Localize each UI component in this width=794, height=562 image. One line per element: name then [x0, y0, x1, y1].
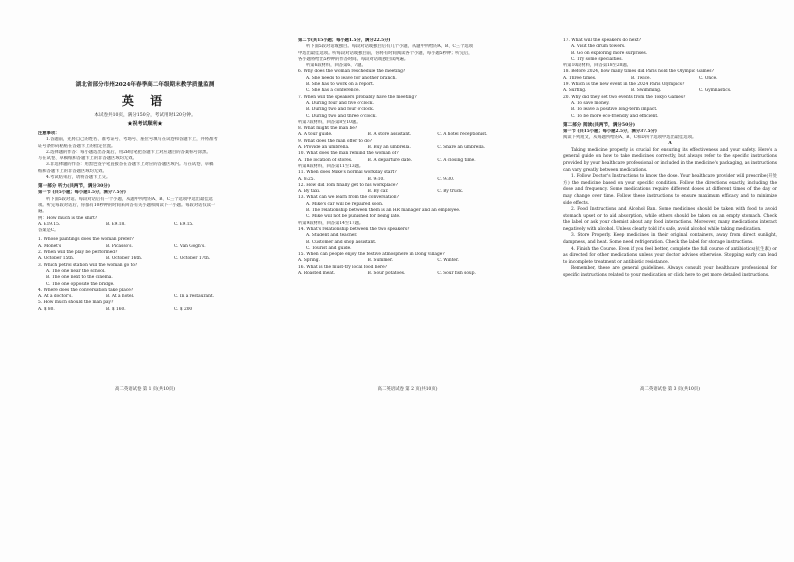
good-luck-banner: ★祝考试顺利★: [127, 121, 163, 127]
option-b: B. 9:10.: [367, 176, 385, 182]
passage-letter: A: [668, 141, 672, 147]
question-stem: 10. What does the man remind the woman of?: [298, 151, 399, 157]
passage-paragraph: Taking medicine properly is crucial for ensuring its effectiveness and your safety. Here's a general guide on how to take medicines correctly, but always refer to the specific instructions provided by your healthcare professional or included in the medicine's packaging, as instructions can vary greatly between medications.: [563, 147, 777, 173]
option-b: B. Summer.: [367, 258, 393, 264]
option-c: C. Sour fish soup.: [437, 270, 476, 276]
questions-6-16: [298, 69, 517, 277]
question-stem: 17. What will the speakers do next?: [563, 38, 641, 43]
question-option: B. The one next to the cinema.: [46, 275, 113, 281]
part2-heading: 第二部分 阅读(共两节，满分50分): [563, 122, 636, 128]
section2-heading: 第二节(共15小题；每小题1.5分，满分22.5分): [298, 38, 391, 43]
question-option: C. During two and three o'clock.: [306, 113, 377, 119]
question-stem: 1. Whose paintings does the woman prefer?: [38, 237, 134, 243]
page-footer-2: 高二英语试卷 第 2 页(共10页): [377, 386, 438, 392]
example-option-a: A. £19.15.: [38, 221, 61, 227]
option-c: C. Winter.: [437, 258, 459, 264]
passage-paragraph: 2. Food Instructions and Alcohol Ban. Some medicines should be taken with food to avoid stomach upset or to aid absorption, while others should be taken on an empty stomach. Check the label or ask your chemist about any food interactions. Moreover, many medications interact negatively with alcohol. Unless clearly told it's safe, avoid alcohol while taking medication.: [563, 207, 777, 232]
question-options: [38, 256, 252, 262]
question-options: [298, 132, 517, 138]
question-stem: 20. Why did they set two events from the Tokyo Games?: [563, 94, 686, 100]
option-b: B. By car.: [367, 189, 389, 195]
example-options: [38, 222, 252, 228]
question-option: A. During four and five o'clock.: [306, 100, 374, 106]
note-line: 4.考试结束后，请将答题卡上交。: [46, 175, 111, 181]
listening-instruction: 听第9段材料，回答第14至17题。: [298, 220, 364, 226]
listening-instruction: 听第8段材料，回答第11至13题。: [298, 163, 364, 169]
question-option: B. To leave a positive long-term impact.: [571, 107, 658, 113]
section1-heading: 第一节 (共5小题；每小题1.5分，满分7.5分): [38, 190, 126, 196]
question-stem: 18. Before 2024, how many times did Paris hold the Olympic Games?: [563, 69, 714, 75]
note-line: 1.答题前，先将自己的姓名、准考证号、考场号、座位号填写在试卷和答题卡上，并将准考: [46, 137, 218, 143]
question-option: B. Go on exploring more surprises.: [571, 50, 648, 56]
question-stem: 9. What does the man offer to do?: [298, 138, 372, 144]
option-b: B. $ 160.: [106, 306, 126, 312]
notes-list: [38, 137, 252, 181]
question-option: C. To be more eco-friendly and efficient.: [571, 113, 659, 119]
question-option: C. She has a conference.: [306, 88, 360, 94]
page-footer-3: 高二英语试卷 第 3 页(共10页): [640, 386, 700, 392]
option-c: C. A closing time.: [437, 157, 476, 163]
question-stem: 6. Why does the woman reschedule the meeting?: [298, 69, 406, 75]
option-a: A. October 15th.: [38, 256, 75, 262]
passage-paragraph: 1. Follow Doctor's Instructions to know the dose. Your healthcare provider will prescribe(开处方) the medicine based on your specific condition. Follow the directions exactly, including the dose and frequency. Some medications require different doses at different times of the day or may change over time. Follow these instructions to ensure maximum efficacy and to minimize side effects.: [563, 174, 777, 206]
question-option: C. The one opposite the bridge.: [46, 281, 115, 287]
example-option-c: C. £9.15.: [174, 221, 194, 227]
option-a: A. By taxi.: [298, 189, 321, 195]
option-c: C. In a restaurant.: [174, 294, 214, 300]
question-option: A. To save money.: [571, 100, 610, 106]
option-a: A. Monet's: [38, 243, 62, 249]
option-c: C. October 17th.: [174, 256, 211, 262]
option-a: A. Three times.: [563, 75, 597, 81]
question-stem: 15. When can people enjoy the festive atmosphere in Dong village?: [298, 252, 445, 258]
option-c: C. By truck.: [437, 189, 464, 195]
question-options: [298, 158, 517, 164]
option-b: B. Twice.: [631, 75, 651, 81]
question-option: B. During two and four o'clock.: [306, 107, 375, 113]
question-stem: 2. When will the play be performed?: [38, 250, 118, 256]
example-option-b: B. £9.18.: [106, 221, 126, 227]
passage-paragraph: 4. Finish the Course. Even if you feel better, complete the full course of antibiotics(抗生素) or as directed for other medications unless your doctor advises otherwise. Stopping early can lead to incomplete treatment or antibiotic resistance.: [563, 246, 777, 265]
question-option: A. Mike's car will be repaired soon.: [306, 201, 384, 207]
option-a: A. Roasted meat.: [298, 270, 336, 276]
question-options: [563, 88, 777, 94]
example-question: 例：How much is the shirt?: [38, 215, 98, 221]
question-stem: 14. What's relationship between the two speakers?: [298, 226, 410, 232]
option-a: A. At a doctor's.: [38, 294, 73, 300]
page-1: [30, 0, 260, 562]
option-a: A. 8:25.: [298, 176, 315, 182]
note-line: 2.选择题的作答：每小题选出答案后，用2B铅笔把答题卡上对应题目的答案标号涂黑。: [46, 149, 211, 155]
note-line: 3.非选择题的作答：用黑色签字笔直接答在答题卡上对应的答题区域内。写在试卷、草稿: [46, 162, 214, 168]
question-option: C. Mike will not be punished for being late.: [306, 214, 401, 220]
option-a: A. $ 80.: [38, 306, 55, 312]
page-footer-1: 高二英语试卷 第 1 页(共10页): [115, 386, 175, 392]
question-option: A. She needs to leave for another branch.: [306, 75, 397, 81]
page-2: [290, 0, 525, 562]
option-a: A. The location of stores.: [298, 157, 353, 163]
instruction-line: 听下面5段对话。每段对话后有一个小题，从题中所给的A、B、C三个选项中选出最佳选: [46, 196, 213, 202]
question-option: B. The relationship between them is an HR manager and an employee.: [306, 208, 461, 214]
option-b: B. A departure date.: [367, 157, 413, 163]
option-c: C. A hotel receptionist.: [437, 132, 488, 138]
question-stem: 5. How much should the man pay?: [38, 300, 114, 306]
section1-description: [38, 197, 252, 216]
option-b: B. Buy an umbrella.: [367, 145, 411, 151]
option-c: C. 9:30.: [437, 176, 455, 182]
option-a: A. A tour guide.: [298, 132, 333, 138]
question-option: B. She has to work on a report.: [306, 82, 375, 88]
option-c: C. Once.: [699, 75, 718, 81]
question-stem: 12. How did Tom finally get to his workplace?: [298, 182, 398, 188]
instruction-line: 项。听完每段对话后，你都有10秒钟的时间来回答有关小题和阅读下一小题。每段对话仅读一: [38, 202, 216, 208]
instruction-line: 听下面5段对话或独白。每段对话或独白后有几个小题，从题中所给的A、B、C三个选项: [306, 44, 473, 50]
school-title: 湖北省部分市州2024年春季高二年级期末教学质量监测: [75, 82, 215, 88]
questions-17-20: [563, 38, 777, 120]
question-options: [38, 307, 252, 313]
reading-section1-heading: 第一节 (共15小题；每小题2.5分，满分37.5分): [563, 128, 657, 134]
option-a: A. Provide an umbrella.: [298, 145, 350, 151]
question-stem: 7. When will the speakers probably have the meeting?: [298, 94, 417, 100]
question-options: [298, 258, 517, 264]
instruction-line: 听第6段材料，回答第6、7题。: [306, 63, 366, 69]
reading-section1-description: 阅读下列短文，从每题所给的A、B、C和D四个选项中选出最佳选项。: [563, 135, 697, 141]
question-option: A. Visit the drum towers.: [571, 44, 626, 50]
question-stem: 11. When does Mike's normal workday start?: [298, 170, 397, 176]
subject-title: 英 语: [121, 94, 169, 108]
question-option: A. Student and teacher.: [306, 233, 358, 239]
section2-description: [298, 44, 517, 69]
instruction-line: 各小题将给出5秒钟的作答时间。每段对话或独白读两遍。: [298, 56, 409, 62]
option-b: B. At a hotel.: [106, 294, 135, 300]
listening-instruction: 听第7段材料，回答第8至10题。: [298, 119, 361, 125]
question-stem: 16. What is the must-try local food here?: [298, 264, 387, 270]
exam-info: 本试卷共10页，满分150分，考试用时120分钟。: [94, 113, 196, 118]
note-line: 证号条形码粘贴在答题卡上的指定位置。: [38, 143, 116, 149]
question-option: C. Try some specialties.: [571, 56, 623, 62]
question-stem: 4. Where does the conversation take place?: [38, 287, 134, 293]
questions-1-5: [38, 237, 252, 313]
passage-a: [563, 148, 777, 280]
option-b: B. A store assistant.: [367, 132, 412, 138]
option-b: B. Sour potatoes.: [367, 270, 406, 276]
note-line: 纸和答题卡上的非答题区域均无效。: [38, 168, 107, 174]
question-stem: 19. Which is the new event in the 2024 Paris Olympics?: [563, 82, 685, 88]
question-options: [298, 271, 517, 277]
option-b: B. Picasso's.: [106, 243, 133, 249]
question-stem: 3. Which petrol station will the woman go to?: [38, 262, 138, 268]
option-b: B. Swimming.: [631, 88, 662, 94]
page-3: [555, 0, 785, 562]
option-a: A. Surfing.: [563, 88, 587, 94]
passage-paragraph: 3. Store Properly. Keep medicines in their original containers, away from direct sunlight, dampness, and heat. Some need refrigeration. Check the label for storage instructions.: [563, 233, 777, 246]
question-option: C. Tourist and guide.: [306, 245, 352, 251]
question-stem: 13. What can we learn from the conversation?: [298, 195, 399, 201]
note-line: 写在试卷、草稿纸和答题卡上的非答题区域均无效。: [38, 156, 137, 162]
option-c: C. $ 200: [174, 306, 193, 312]
listening-instruction: 听第10段材料，回答第18至20题。: [563, 63, 631, 69]
question-option: B. Customer and shop assistant.: [306, 239, 377, 245]
option-b: B. October 16th.: [106, 256, 143, 262]
part1-heading: 第一部分 听力(共两节，满分30分): [38, 184, 111, 190]
question-stem: 8. What might the man be?: [298, 126, 358, 132]
option-c: C. Van Gogh's.: [174, 243, 206, 249]
question-option: A. The one near the school.: [46, 268, 106, 274]
instruction-line: 遍。: [38, 209, 47, 215]
notes-title: 注意事项：: [38, 131, 60, 136]
example-answer: 答案是C。: [38, 228, 59, 234]
passage-paragraph: Remember, these are general guidelines. Always consult your healthcare professional for specific instructions related to your medication or click here to get more detailed instructions.: [563, 266, 777, 279]
option-c: C. Gymnastics.: [699, 88, 732, 94]
option-c: C. Share an umbrella.: [437, 145, 486, 151]
question-options: [298, 177, 517, 183]
option-a: A. Spring.: [298, 258, 320, 264]
instruction-line: 中选出最佳选项。听每段对话或独白前，你将有时间阅读各个小题，每小题5秒钟；听完后，: [298, 50, 473, 56]
